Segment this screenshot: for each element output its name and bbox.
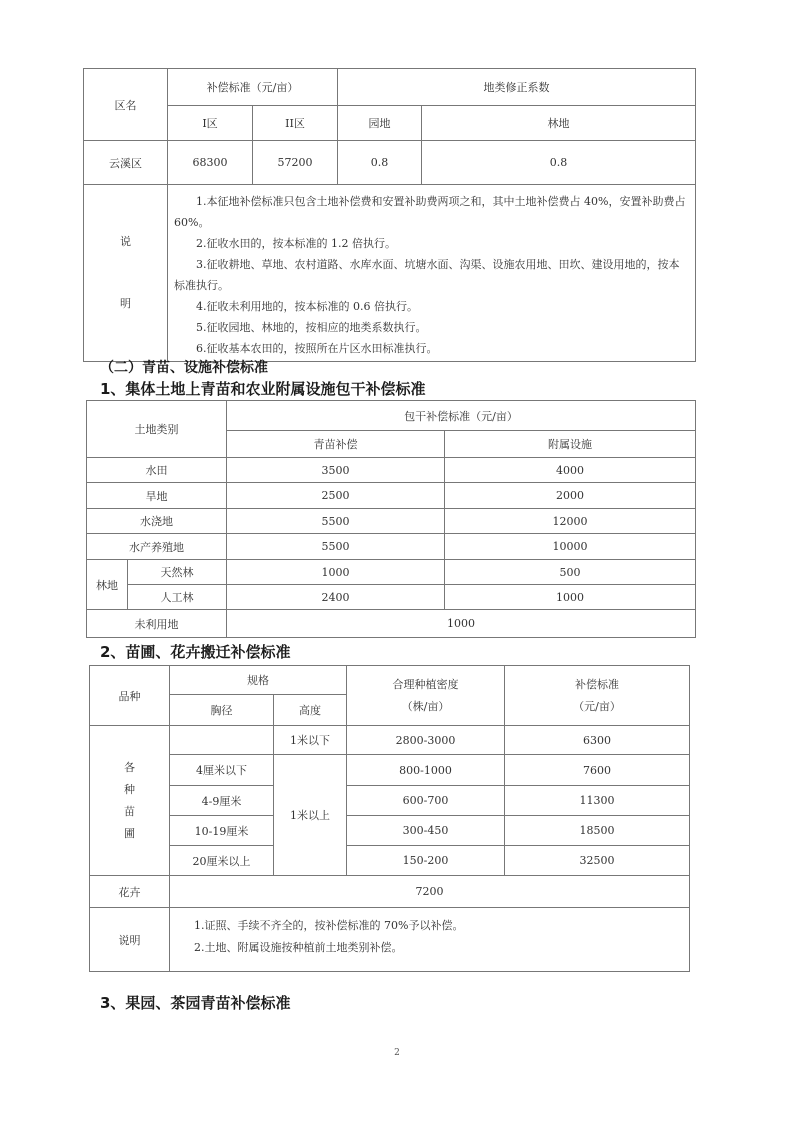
cell-standard: 6300 (505, 726, 690, 755)
cell-standard: 7600 (505, 755, 690, 786)
note-5: 5.征收园地、林地的，按相应的地类系数执行。 (196, 321, 427, 334)
cell-height-above: 1米以上 (274, 755, 347, 876)
note-2: 2.征收水田的，按本标准的 1.2 倍执行。 (196, 237, 396, 250)
cell-zone2: 57200 (253, 141, 338, 185)
nursery-table (89, 665, 690, 972)
land-compensation-table (83, 68, 696, 362)
cell-facility: 10000 (445, 534, 696, 560)
nursery-char: 圃 (124, 826, 135, 840)
header-density-line1: 合理种植密度 (392, 677, 459, 691)
header-diameter: 胸径 (170, 695, 274, 726)
cell-flower-label: 花卉 (90, 876, 170, 908)
sub2-title: 2、苗圃、花卉搬迁补偿标准 (100, 643, 291, 661)
table-row (90, 786, 690, 816)
cell-forest: 0.8 (422, 141, 696, 185)
sub-forest: 林地 (422, 106, 696, 141)
header-variety: 品种 (90, 666, 170, 726)
crop-facility-table (86, 400, 696, 638)
nursery-label (90, 726, 170, 876)
note-3: 3.征收耕地、草地、农村道路、水库水面、坑塘水面、沟渠、设施农用地、田坎、建设用地的，按本标准执行。 (174, 258, 680, 292)
cell-crop: 2500 (227, 483, 445, 509)
notes-cell (168, 185, 696, 362)
table-row (87, 534, 696, 560)
note-1: 1.证照、手续不齐全的，按补偿标准的 70%予以补偿。 (194, 918, 464, 932)
sub-garden: 园地 (338, 106, 422, 141)
header-standard-line1: 补偿标准 (575, 677, 619, 691)
nursery-char: 种 (124, 782, 135, 796)
header-crop: 青苗补偿 (227, 431, 445, 458)
cell-crop: 1000 (227, 560, 445, 585)
forest-label: 林地 (87, 560, 128, 610)
header-standard (505, 666, 690, 726)
section2-title: （二）青苗、设施补偿标准 (100, 360, 268, 376)
header-land: 土地类别 (87, 401, 227, 458)
cell-garden: 0.8 (338, 141, 422, 185)
table-row (84, 141, 696, 185)
table-row (87, 483, 696, 509)
cell-land: 水产养殖地 (87, 534, 227, 560)
notes-label: 说明 (90, 908, 170, 972)
cell-facility: 12000 (445, 509, 696, 534)
cell-facility: 4000 (445, 458, 696, 483)
nursery-char: 各 (124, 760, 135, 774)
cell-land: 水田 (87, 458, 227, 483)
cell-land: 天然林 (128, 560, 227, 585)
cell-density: 150-200 (347, 846, 505, 876)
note-6: 6.征收基本农田的，按照所在片区水田标准执行。 (196, 342, 438, 355)
header-coef: 地类修正系数 (338, 69, 696, 106)
cell-diameter: 20厘米以上 (170, 846, 274, 876)
cell-land: 未利用地 (87, 610, 227, 638)
note-2: 2.土地、附属设施按种植前土地类别补偿。 (194, 940, 403, 954)
notes-label (84, 185, 168, 362)
table-row (87, 610, 696, 638)
sub3-title: 3、果园、茶园青苗补偿标准 (100, 994, 291, 1012)
cell-value: 1000 (227, 610, 696, 638)
header-spec: 规格 (170, 666, 347, 695)
header-density (347, 666, 505, 726)
cell-flower-value: 7200 (170, 876, 690, 908)
cell-standard: 18500 (505, 816, 690, 846)
cell-zone1: 68300 (168, 141, 253, 185)
header-density-line2: （株/亩） (401, 699, 450, 713)
table-row (90, 755, 690, 786)
cell-facility: 2000 (445, 483, 696, 509)
cell-density: 600-700 (347, 786, 505, 816)
sub1-title: 1、集体土地上青苗和农业附属设施包干补偿标准 (100, 380, 426, 398)
header-standard: 包干补偿标准（元/亩） (227, 401, 696, 431)
table-row (87, 458, 696, 483)
cell-crop: 2400 (227, 585, 445, 610)
cell-diameter: 4厘米以下 (170, 755, 274, 786)
cell-diameter: 4-9厘米 (170, 786, 274, 816)
cell-land: 水浇地 (87, 509, 227, 534)
sub-zone1: I区 (168, 106, 253, 141)
note-1: 1.本征地补偿标准只包含土地补偿费和安置补助费两项之和，其中土地补偿费占 40%，安置补助费占60%。 (174, 195, 686, 229)
cell-height: 1米以下 (274, 726, 347, 755)
table-row (87, 585, 696, 610)
nursery-char: 苗 (124, 804, 135, 818)
cell-standard: 32500 (505, 846, 690, 876)
cell-facility: 1000 (445, 585, 696, 610)
notes-cell (170, 908, 690, 972)
page-number: 2 (394, 1048, 400, 1058)
table-row (90, 846, 690, 876)
table-row (87, 509, 696, 534)
cell-diameter (170, 726, 274, 755)
cell-density: 2800-3000 (347, 726, 505, 755)
cell-diameter: 10-19厘米 (170, 816, 274, 846)
cell-standard: 11300 (505, 786, 690, 816)
cell-land: 人工林 (128, 585, 227, 610)
note-4: 4.征收未利用地的，按本标准的 0.6 倍执行。 (196, 300, 418, 313)
cell-crop: 5500 (227, 534, 445, 560)
cell-facility: 500 (445, 560, 696, 585)
cell-region: 云溪区 (84, 141, 168, 185)
cell-crop: 5500 (227, 509, 445, 534)
table-row (90, 726, 690, 755)
cell-crop: 3500 (227, 458, 445, 483)
header-standard: 补偿标准（元/亩） (168, 69, 338, 106)
header-height: 高度 (274, 695, 347, 726)
table-row (87, 560, 696, 585)
table-row (90, 876, 690, 908)
header-facility: 附属设施 (445, 431, 696, 458)
table-row (90, 816, 690, 846)
header-standard-line2: （元/亩） (573, 699, 621, 713)
sub-zone2: II区 (253, 106, 338, 141)
cell-density: 800-1000 (347, 755, 505, 786)
notes-label-2: 明 (120, 297, 131, 310)
cell-density: 300-450 (347, 816, 505, 846)
header-region: 区名 (84, 69, 168, 141)
notes-label-1: 说 (120, 235, 131, 248)
cell-land: 旱地 (87, 483, 227, 509)
